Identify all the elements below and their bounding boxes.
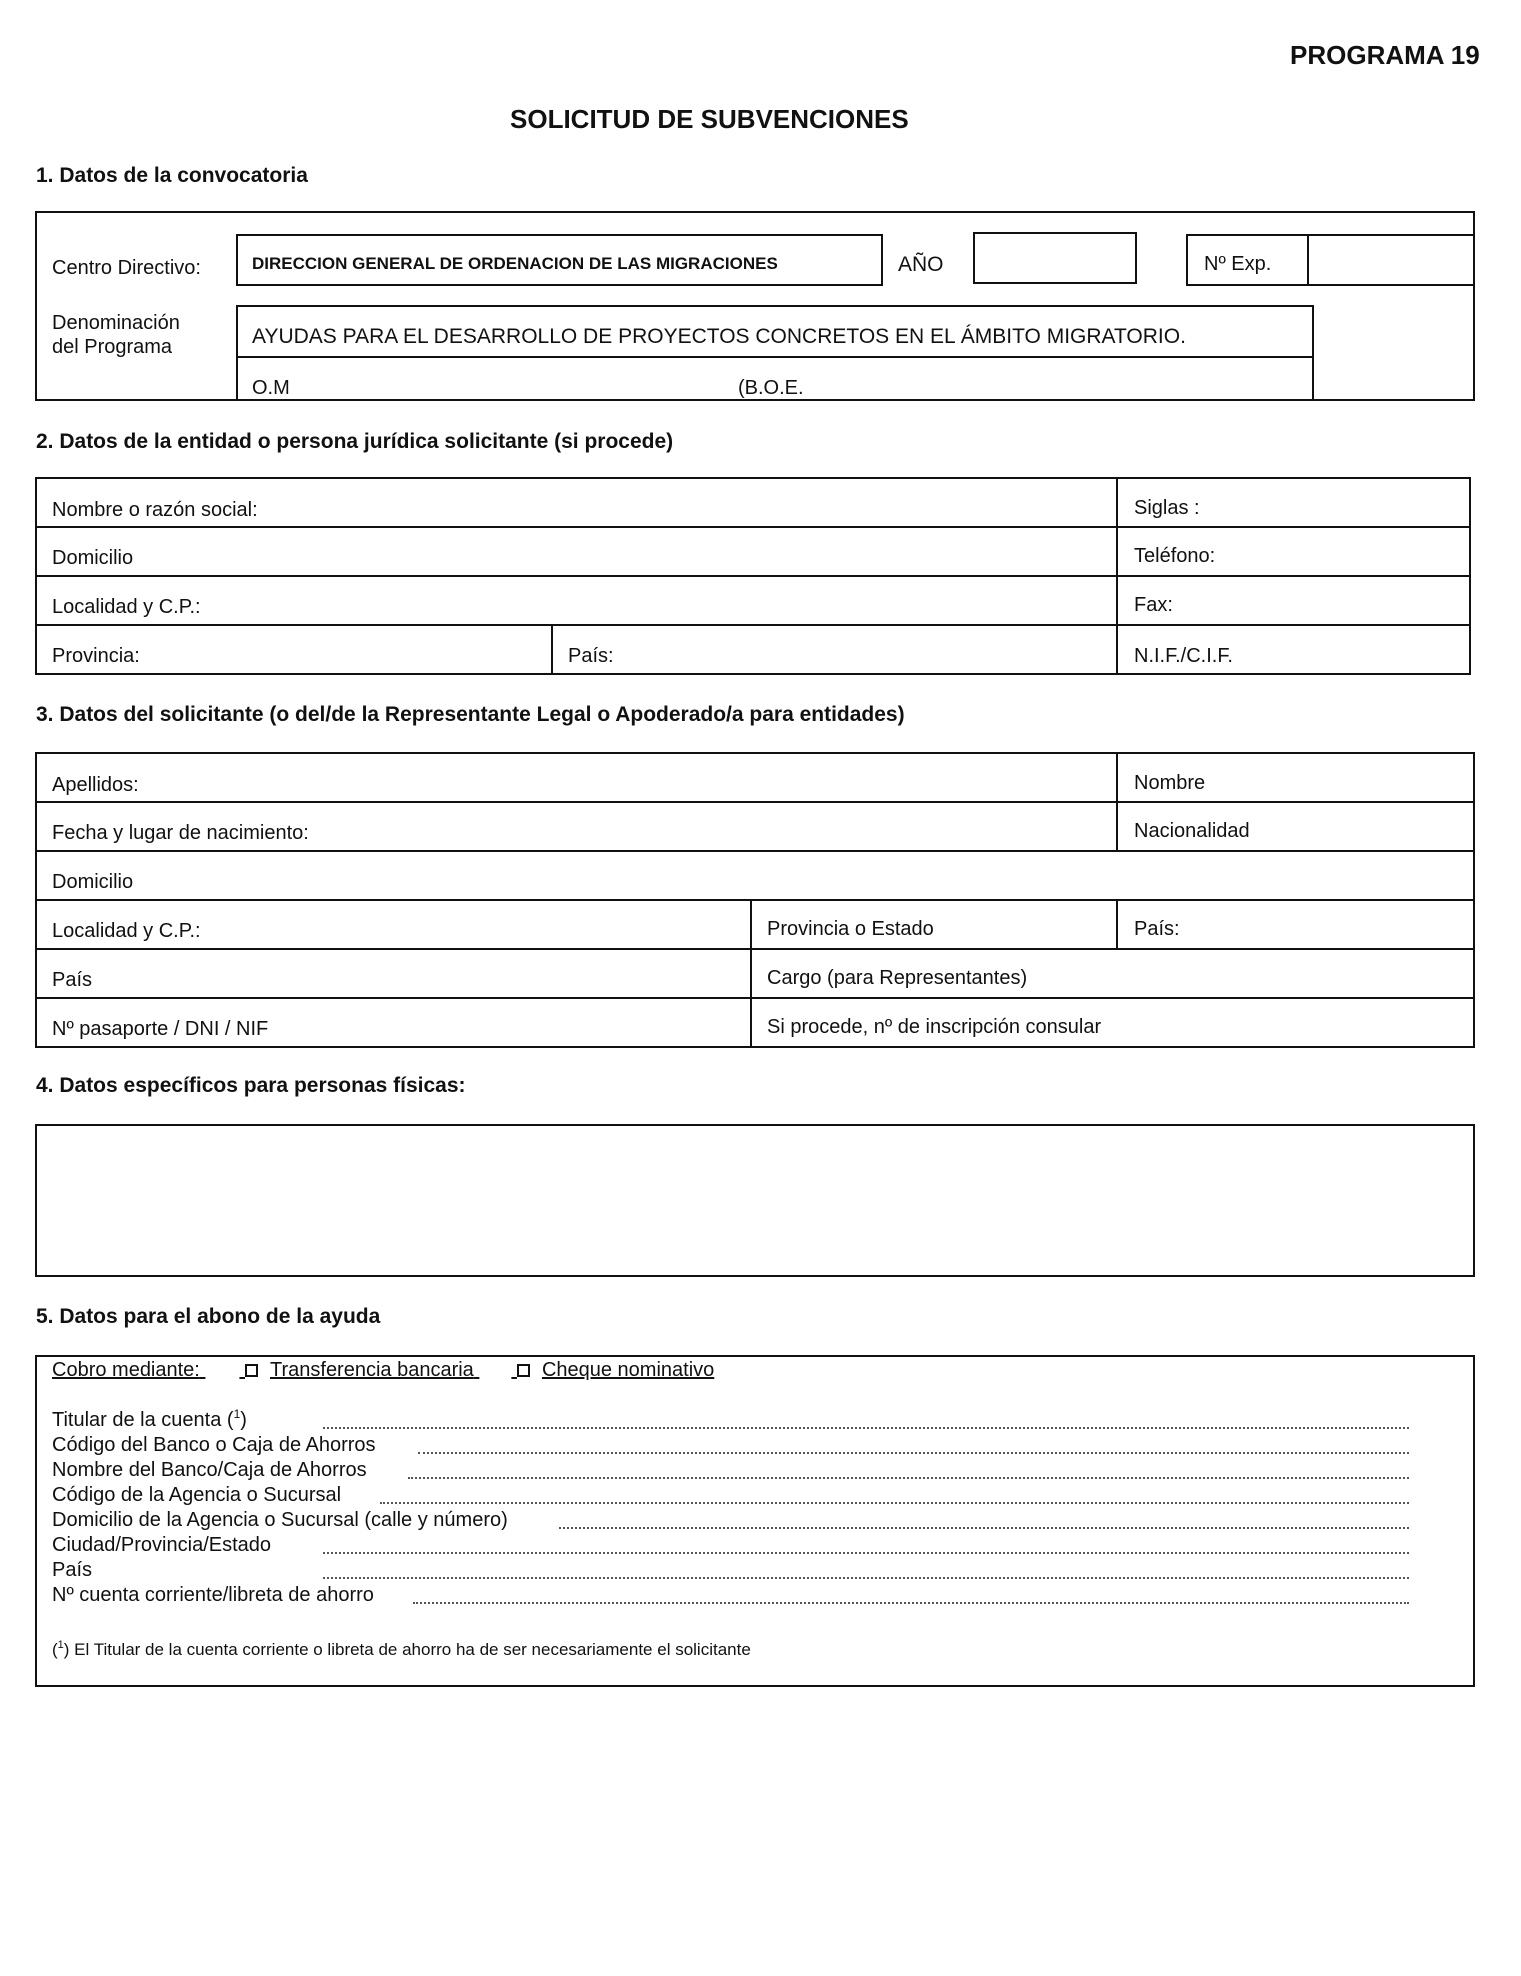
domicilio-solicitante-label: Domicilio	[52, 871, 134, 893]
section2-row-divider	[35, 624, 1471, 626]
fecha-nacimiento-label: Fecha y lugar de nacimiento:	[52, 822, 309, 844]
nif-cif-label: N.I.F./C.I.F.	[1134, 645, 1233, 667]
inscripcion-consular-label: Si procede, nº de inscripción consular	[767, 1016, 1102, 1038]
localidad-solicitante-label: Localidad y C.P.:	[52, 920, 201, 942]
section3-row-divider	[35, 899, 1475, 901]
codigo-banco-label: Código del Banco o Caja de Ahorros	[52, 1434, 376, 1456]
section5-heading: 5. Datos para el abono de la ayuda	[36, 1305, 381, 1328]
ano-label: AÑO	[898, 253, 944, 276]
section2-heading: 2. Datos de la entidad o persona jurídica solicitante (si procede)	[36, 430, 674, 453]
footnote-sup: 1	[57, 1639, 64, 1651]
cheque-checkbox[interactable]	[517, 1364, 530, 1377]
denominacion-label-1: Denominación	[52, 312, 180, 334]
codigo-banco-field[interactable]	[418, 1452, 1409, 1454]
footnote-text: ) El Titular de la cuenta corriente o libreta de ahorro ha de ser necesariamente el solicitante	[63, 1640, 751, 1659]
titular-label	[52, 1407, 247, 1431]
ciudad-field[interactable]	[323, 1552, 1409, 1554]
program-number: PROGRAMA 19	[1290, 40, 1480, 70]
cargo-label: Cargo (para Representantes)	[767, 967, 1028, 989]
section2-row-divider	[35, 575, 1471, 577]
cheque-label: Cheque nominativo	[541, 1359, 715, 1381]
provincia-label: Provincia:	[52, 645, 140, 667]
telefono-label: Teléfono:	[1134, 545, 1216, 567]
exp-label: Nº Exp.	[1204, 253, 1272, 275]
codigo-agencia-label: Código de la Agencia o Sucursal	[52, 1484, 342, 1506]
fax-label: Fax:	[1134, 594, 1173, 616]
nombre-banco-label: Nombre del Banco/Caja de Ahorros	[52, 1459, 367, 1481]
codigo-agencia-field[interactable]	[380, 1502, 1409, 1504]
cobro-label: Cobro mediante:	[52, 1359, 200, 1381]
denominacion-divider	[236, 356, 1314, 358]
localidad-label: Localidad y C.P.:	[52, 596, 201, 618]
domicilio-agencia-label: Domicilio de la Agencia o Sucursal (calle y número)	[52, 1509, 508, 1531]
pais-label: País:	[568, 645, 614, 667]
section2-col-divider	[1116, 477, 1118, 675]
ciudad-label: Ciudad/Provincia/Estado	[52, 1534, 272, 1556]
page-title: SOLICITUD DE SUBVENCIONES	[510, 104, 909, 134]
section3-row-divider	[35, 948, 1475, 950]
ano-field[interactable]	[973, 232, 1137, 284]
nombre-razon-social-label: Nombre o razón social:	[52, 499, 258, 521]
section3-row-divider	[35, 997, 1475, 999]
personas-fisicas-field[interactable]	[35, 1124, 1475, 1277]
siglas-label: Siglas :	[1134, 497, 1200, 519]
boe-label: (B.O.E.	[738, 377, 804, 399]
cuenta-field[interactable]	[413, 1602, 1409, 1604]
titular-sup: 1	[233, 1407, 241, 1421]
nombre-banco-field[interactable]	[408, 1477, 1409, 1479]
nombre-label: Nombre	[1134, 772, 1206, 794]
section3-row-divider	[35, 801, 1475, 803]
domicilio-label: Domicilio	[52, 547, 134, 569]
section1-heading: 1. Datos de la convocatoria	[36, 164, 308, 187]
pais-solicitante-label: País:	[1134, 918, 1180, 940]
om-label: O.M	[252, 377, 290, 399]
domicilio-agencia-field[interactable]	[559, 1527, 1409, 1529]
cuenta-label: Nº cuenta corriente/libreta de ahorro	[52, 1584, 374, 1606]
section4-heading: 4. Datos específicos para personas físicas:	[36, 1074, 466, 1097]
pais-banco-label: País	[52, 1559, 93, 1581]
apellidos-label: Apellidos:	[52, 774, 139, 796]
section3-col-divider	[1116, 752, 1118, 850]
centro-directivo-value: DIRECCION GENERAL DE ORDENACION DE LAS MIGRACIONES	[252, 254, 778, 273]
nacionalidad-label: Nacionalidad	[1134, 820, 1250, 842]
footnote	[52, 1641, 751, 1658]
provincia-estado-label: Provincia o Estado	[767, 918, 934, 940]
pais-label-2: País	[52, 969, 93, 991]
section3-col-divider	[1116, 899, 1118, 948]
titular-text: Titular de la cuenta (	[52, 1409, 234, 1431]
pasaporte-label: Nº pasaporte / DNI / NIF	[52, 1018, 269, 1040]
pais-banco-field[interactable]	[323, 1577, 1409, 1579]
cobro-row	[52, 1360, 714, 1380]
footnote-open: (	[52, 1640, 58, 1659]
transferencia-label: Transferencia bancaria	[270, 1359, 474, 1381]
titular-end: )	[240, 1409, 247, 1431]
transferencia-checkbox[interactable]	[245, 1364, 258, 1377]
exp-field[interactable]	[1307, 234, 1475, 286]
section2-row-divider	[35, 526, 1471, 528]
section2-col-divider	[551, 624, 553, 675]
section3-heading: 3. Datos del solicitante (o del/de la Representante Legal o Apoderado/a para entidades)	[36, 703, 905, 726]
titular-field[interactable]	[323, 1427, 1409, 1429]
section3-row-divider	[35, 850, 1475, 852]
section3-col-divider	[750, 899, 752, 1048]
denominacion-value: AYUDAS PARA EL DESARROLLO DE PROYECTOS CONCRETOS EN EL ÁMBITO MIGRATORIO.	[252, 325, 1186, 348]
centro-directivo-label: Centro Directivo:	[52, 257, 201, 279]
denominacion-label-2: del Programa	[52, 336, 173, 358]
